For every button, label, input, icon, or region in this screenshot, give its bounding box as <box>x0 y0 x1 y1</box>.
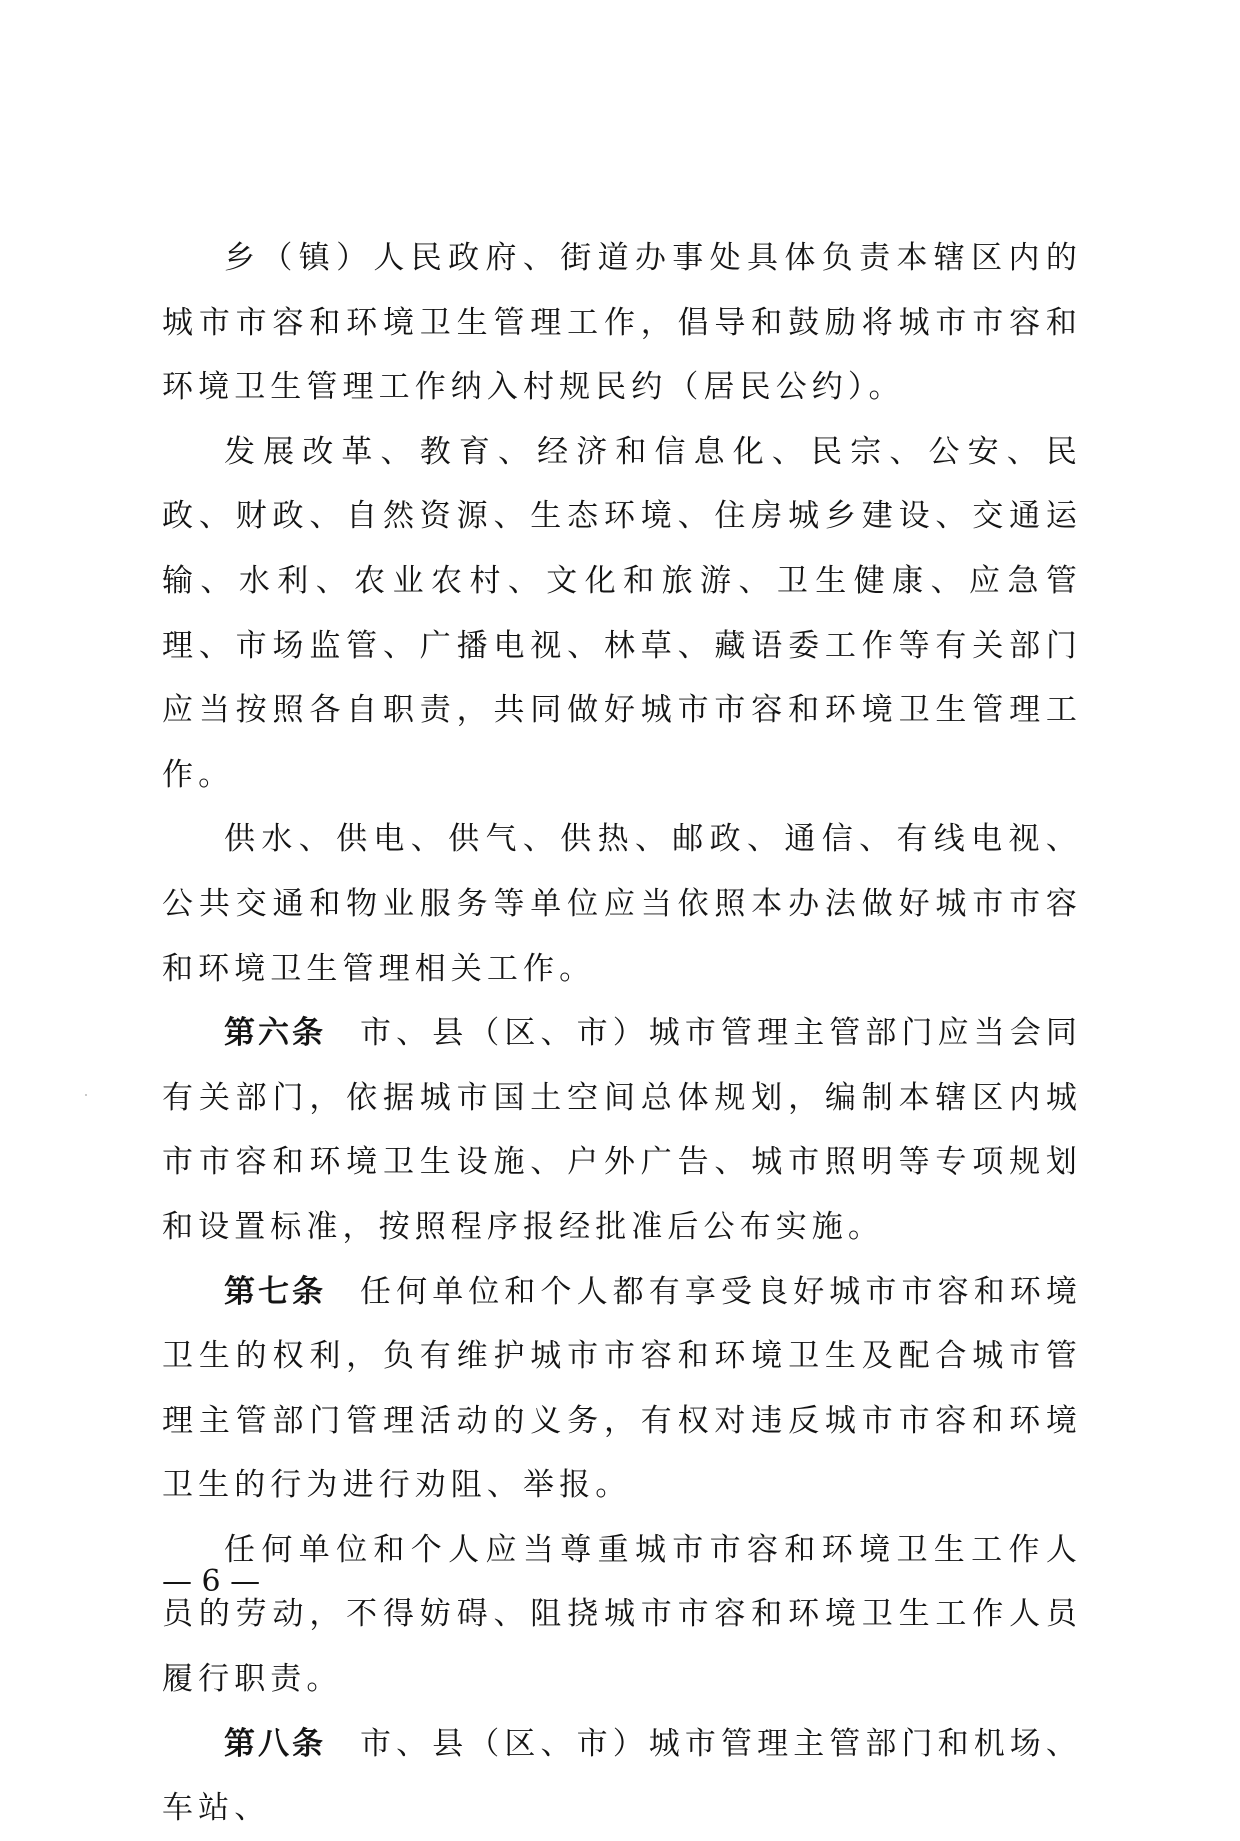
page-number: — 6 — <box>162 1564 261 1599</box>
paragraph-text: 供水、供电、供气、供热、邮政、通信、有线电视、公共交通和物业服务等单位应当依照本办法做好城市市容和环境卫生管理相关工作。 <box>162 821 1082 987</box>
paragraph-respect-workers <box>162 1518 1082 1712</box>
document-body <box>162 226 1082 1841</box>
paragraph-text: 乡（镇）人民政府、街道办事处具体负责本辖区内的城市市容和环境卫生管理工作，倡导和鼓励将城市市容和环境卫生管理工作纳入村规民约（居民公约）。 <box>162 240 1082 406</box>
article-6-text: 市、县（区、市）城市管理主管部门应当会同有关部门，依据城市国土空间总体规划，编制本辖区内城市市容和环境卫生设施、户外广告、城市照明等专项规划和设置标准，按照程序报经批准后公布实施。 <box>162 1015 1082 1245</box>
article-6-title: 第六条 <box>224 1015 326 1052</box>
paragraph-text: 任何单位和个人应当尊重城市市容和环境卫生工作人员的劳动，不得妨碍、阻挠城市市容和环境卫生工作人员履行职责。 <box>162 1531 1082 1698</box>
paragraph-text: 发展改革、教育、经济和信息化、民宗、公安、民政、财政、自然资源、生态环境、住房城乡建设、交通运输、水利、农业农村、文化和旅游、卫生健康、应急管理、市场监管、广播电视、林草、藏语委工作等有关部门应当按照各自职责，共同做好城市市容和环境卫生管理工作。 <box>162 433 1082 793</box>
paragraph-department-duties <box>162 420 1082 808</box>
paragraph-utility-duties <box>162 807 1082 1001</box>
article-7-text: 任何单位和个人都有享受良好城市市容和环境卫生的权利，负有维护城市市容和环境卫生及配合城市管理主管部门管理活动的义务，有权对违反城市市容和环境卫生的行为进行劝阻、举报。 <box>162 1273 1082 1504</box>
paragraph-township-duties <box>162 226 1082 420</box>
article-8 <box>162 1712 1082 1841</box>
article-8-text: 市、县（区、市）城市管理主管部门和机场、车站、 <box>162 1725 1082 1827</box>
scan-speck <box>85 1094 87 1096</box>
article-7 <box>162 1260 1082 1518</box>
article-6 <box>162 1001 1082 1259</box>
article-7-title: 第七条 <box>224 1273 326 1310</box>
article-8-title: 第八条 <box>224 1725 326 1762</box>
